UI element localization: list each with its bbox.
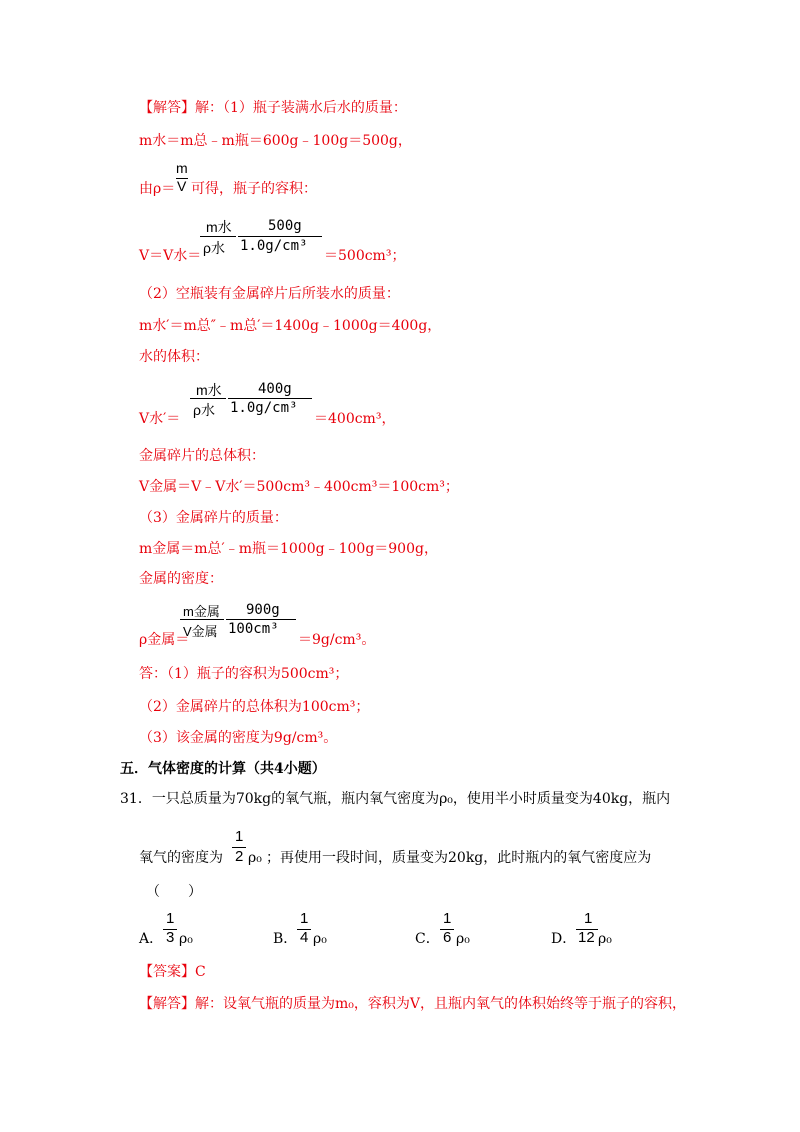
fraction-denominator: 1.0g/cm³ xyxy=(240,238,308,254)
part2-water-mass: m水′＝m总″﹣m总′＝1400g﹣1000g＝400g， xyxy=(139,318,442,334)
rho-zero: ρ₀ xyxy=(179,931,193,947)
fraction-numerator: 1 xyxy=(443,910,452,927)
metal-density-prefix: ρ金属＝ xyxy=(139,632,190,648)
fraction-numerator: 1 xyxy=(166,910,175,927)
metal-density-result: ＝9g/cm³。 xyxy=(298,632,376,648)
volume-prefix: V＝V水＝ xyxy=(139,248,202,264)
metal-volume-label: 金属碎片的总体积： xyxy=(139,448,265,464)
fraction-bar xyxy=(228,398,312,399)
water-volume-result: ＝400cm³， xyxy=(314,411,396,427)
water-volume-label: 水的体积： xyxy=(139,349,209,365)
question-31-line-1: 31．一只总质量为70kg的氧气瓶，瓶内氧气密度为ρ₀，使用半小时质量变为40kg，瓶内 xyxy=(120,791,671,807)
part2-header: （2）空瓶装有金属碎片后所装水的质量： xyxy=(139,286,400,302)
fraction-denominator: 12 xyxy=(578,929,595,946)
fraction-denominator: 100cm³ xyxy=(228,621,279,637)
fraction-numerator: 900g xyxy=(246,602,280,618)
fraction-denominator: ρ水 xyxy=(203,240,225,256)
fraction-bar xyxy=(200,236,236,237)
answer-line-1: 答：（1）瓶子的容积为500cm³； xyxy=(139,666,349,682)
rho-formula-prefix: 由ρ＝ xyxy=(139,181,176,197)
water-volume-prefix: V水′＝ xyxy=(139,411,181,427)
explanation-line: 【解答】解：设氧气瓶的质量为m₀，容积为V，且瓶内氧气的体积始终等于瓶子的容积， xyxy=(139,996,686,1012)
option-label: C． xyxy=(415,931,440,947)
fraction-denominator: 2 xyxy=(235,848,244,865)
fraction-numerator: m金属 xyxy=(183,604,220,619)
fraction-numerator: m水 xyxy=(206,219,232,235)
fraction-numerator: 1 xyxy=(235,828,244,845)
solution-header: 【解答】解：（1）瓶子装满水后水的质量： xyxy=(139,100,407,116)
rho-zero: ρ₀ xyxy=(456,931,470,947)
fraction-bar xyxy=(190,398,226,399)
water-mass-line: m水＝m总﹣m瓶＝600g﹣100g＝500g， xyxy=(139,133,412,149)
fraction-numerator: m xyxy=(176,160,188,176)
metal-density-label: 金属的密度： xyxy=(139,571,223,587)
fraction-bar xyxy=(238,236,322,237)
metal-volume-equation: V金属＝V﹣V水′＝500cm³﹣400cm³＝100cm³； xyxy=(139,479,459,495)
fraction-bar xyxy=(180,619,224,620)
rho-zero: ρ₀ xyxy=(598,931,612,947)
option-label: D． xyxy=(551,931,577,947)
rho-zero: ρ₀ xyxy=(248,850,262,866)
fraction-denominator: 4 xyxy=(300,929,309,946)
section-title: 五．气体密度的计算（共4小题） xyxy=(120,761,326,777)
question-31-line-2-suffix: ；再使用一段时间，质量变为20kg，此时瓶内的氧气密度应为 xyxy=(266,850,652,866)
rho-formula-suffix: 可得，瓶子的容积： xyxy=(191,181,317,197)
fraction-numerator: m水 xyxy=(196,382,222,398)
fraction-numerator: 500g xyxy=(268,218,302,234)
fraction-numerator: 400g xyxy=(258,381,292,397)
fraction-denominator: 6 xyxy=(443,929,452,946)
fraction-numerator: 1 xyxy=(300,910,309,927)
answer-line-3: （3）该金属的密度为9g/cm³。 xyxy=(139,730,338,746)
volume-result: ＝500cm³； xyxy=(324,248,406,264)
fraction-numerator: 1 xyxy=(584,910,593,927)
fraction-denominator: 3 xyxy=(166,929,175,946)
fraction-denominator: V xyxy=(177,178,187,194)
fraction-bar xyxy=(226,619,296,620)
rho-zero: ρ₀ xyxy=(313,931,327,947)
part3-header: （3）金属碎片的质量： xyxy=(139,510,288,526)
option-label: A． xyxy=(139,931,164,947)
option-label: B． xyxy=(273,931,298,947)
fraction-denominator: 1.0g/cm³ xyxy=(230,400,298,416)
fraction-denominator: ρ水 xyxy=(193,402,215,418)
answer-line-2: （2）金属碎片的总体积为100cm³； xyxy=(139,699,370,715)
part3-metal-mass: m金属＝m总′﹣m瓶＝1000g﹣100g＝900g， xyxy=(139,541,438,557)
fraction-denominator: V金属 xyxy=(183,624,218,639)
question-31-line-2-prefix: 氧气的密度为 xyxy=(139,850,223,866)
answer-blank: （ ） xyxy=(146,884,202,900)
answer-tag: 【答案】C xyxy=(139,964,206,980)
